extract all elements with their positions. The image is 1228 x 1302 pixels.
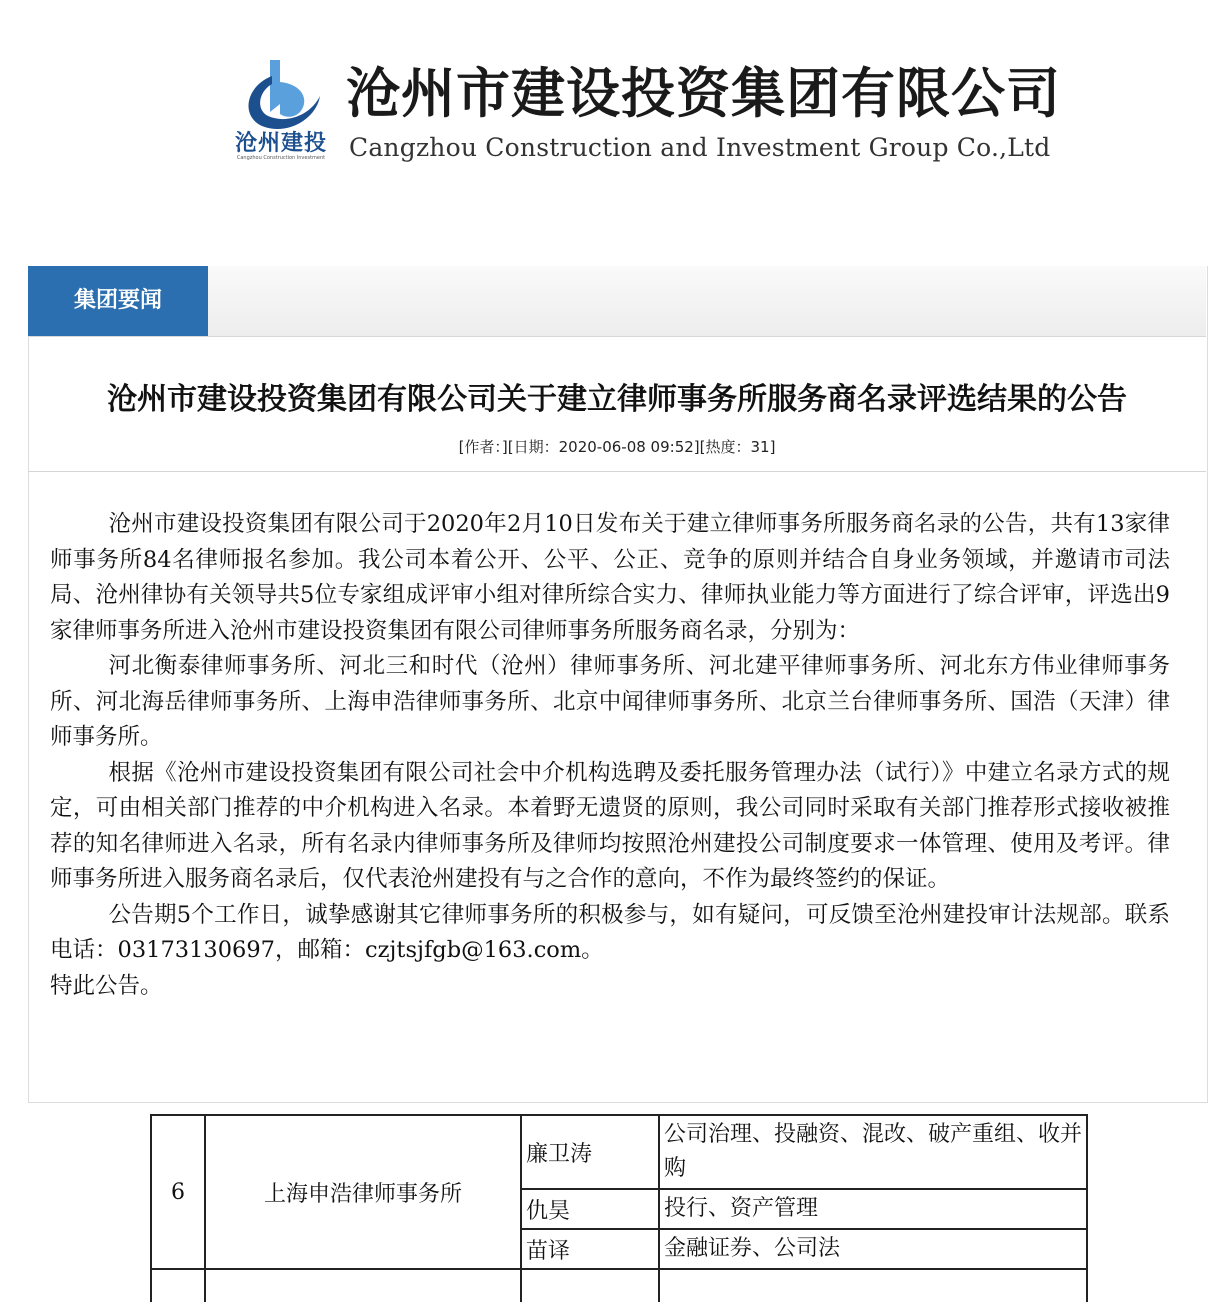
company-name-cn: 沧州市建设投资集团有限公司 <box>346 62 1061 125</box>
logo-english-tiny: Cangzhou Construction Investment <box>236 155 326 161</box>
lawyer-name: 廉卫涛 <box>521 1115 659 1189</box>
practice-area: 公司治理、投融资、混改、破产重组、收并购 <box>659 1115 1087 1189</box>
company-name-en: Cangzhou Construction and Investment Group Co.,Ltd <box>349 133 1051 162</box>
table-cell <box>521 1269 659 1302</box>
lawyer-name: 仇昊 <box>521 1189 659 1229</box>
paragraph-closing: 特此公告。 <box>50 972 163 999</box>
table-cell <box>205 1269 521 1302</box>
section-tab-bar <box>28 266 1206 337</box>
paragraph: 河北衡泰律师事务所、河北三和时代（沧州）律师事务所、河北建平律师事务所、河北东方伟业律师事务所、河北海岳律师事务所、上海申浩律师事务所、北京中闻律师事务所、北京兰台律师事务所、国浩（天津）律师事务所。 <box>50 653 1170 750</box>
paragraph: 根据《沧州市建设投资集团有限公司社会中介机构选聘及委托服务管理办法（试行）》中建立名录方式的规定，可由相关部门推荐的中介机构进入名录。本着野无遗贤的原则，我公司同时采取有关部门推荐形式接收被推荐的知名律师进入名录，所有名录内律师事务所及律师均按照沧州建投公司制度要求一体管理、使用及考评。律师事务所进入服务商名录后，仅代表沧州建投有与之合作的意向，不作为最终签约的保证。 <box>50 759 1170 892</box>
table-row <box>151 1269 1087 1302</box>
table-cell <box>151 1269 205 1302</box>
firm-name: 上海申浩律师事务所 <box>205 1115 521 1269</box>
practice-area: 投行、资产管理 <box>659 1189 1087 1229</box>
paragraph: 公告期5个工作日，诚挚感谢其它律师事务所的积极参与，如有疑问，可反馈至沧州建投审计法规部。联系电话：03173130697，邮箱：czjtsjfgb@163.com。 <box>50 901 1170 963</box>
tab-group-news[interactable]: 集团要闻 <box>28 266 208 336</box>
table-cell <box>659 1269 1087 1302</box>
article-body <box>50 507 1170 1004</box>
table-row <box>151 1115 1087 1189</box>
article-title: 沧州市建设投资集团有限公司关于建立律师事务所服务商名录评选结果的公告 <box>107 382 1127 417</box>
practice-area: 金融证券、公司法 <box>659 1229 1087 1269</box>
title-divider <box>28 471 1206 472</box>
lawyer-name: 苗译 <box>521 1229 659 1269</box>
row-number: 6 <box>151 1115 205 1269</box>
law-firm-table <box>150 1114 1090 1302</box>
logo-short-name: 沧州建投 <box>234 131 327 156</box>
paragraph: 沧州市建设投资集团有限公司于2020年2月10日发布关于建立律师事务所服务商名录的公告，共有13家律师事务所84名律师报名参加。我公司本着公开、公平、公正、竞争的原则并结合自身业务领域，并邀请市司法局、沧州律协有关领导共5位专家组成评审小组对律所综合实力、律师执业能力等方面进行了综合评审，评选出9家律师事务所进入沧州市建设投资集团有限公司律师事务所服务商名录，分别为： <box>50 511 1170 644</box>
article-meta: [作者：][日期：2020-06-08 09:52][热度：31] <box>458 438 776 456</box>
